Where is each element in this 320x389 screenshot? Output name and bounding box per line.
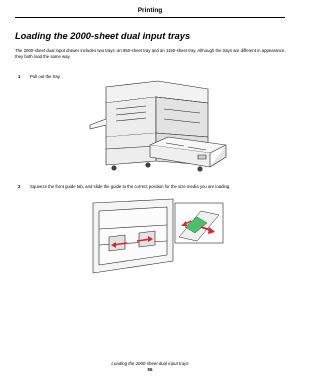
page-header-title: Printing <box>137 7 163 14</box>
header-divider <box>15 17 285 18</box>
step-number: 2 <box>18 184 21 189</box>
intro-paragraph: The 2000-sheet dual input drawer includes two trays: an 850-sheet tray and an 1150-sheet tray. Although the trays are different in appearance, they both load the same way. <box>15 48 286 60</box>
step-number: 1 <box>18 74 21 79</box>
step-text: Squeeze the front guide tab, and slide the guide to the correct position for the size media you are loading. <box>30 184 231 189</box>
footer-page-number: 55 <box>147 367 153 372</box>
printer-tray-pulled-out-illustration <box>88 79 233 177</box>
footer-title: Loading the 2000-sheet dual input trays <box>111 361 189 366</box>
tray-guide-adjust-illustration <box>89 197 226 275</box>
section-title: Loading the 2000-sheet dual input trays <box>15 31 191 41</box>
step-text: Pull out the tray. <box>30 74 61 79</box>
guide-tab-detail-inset <box>175 203 223 243</box>
